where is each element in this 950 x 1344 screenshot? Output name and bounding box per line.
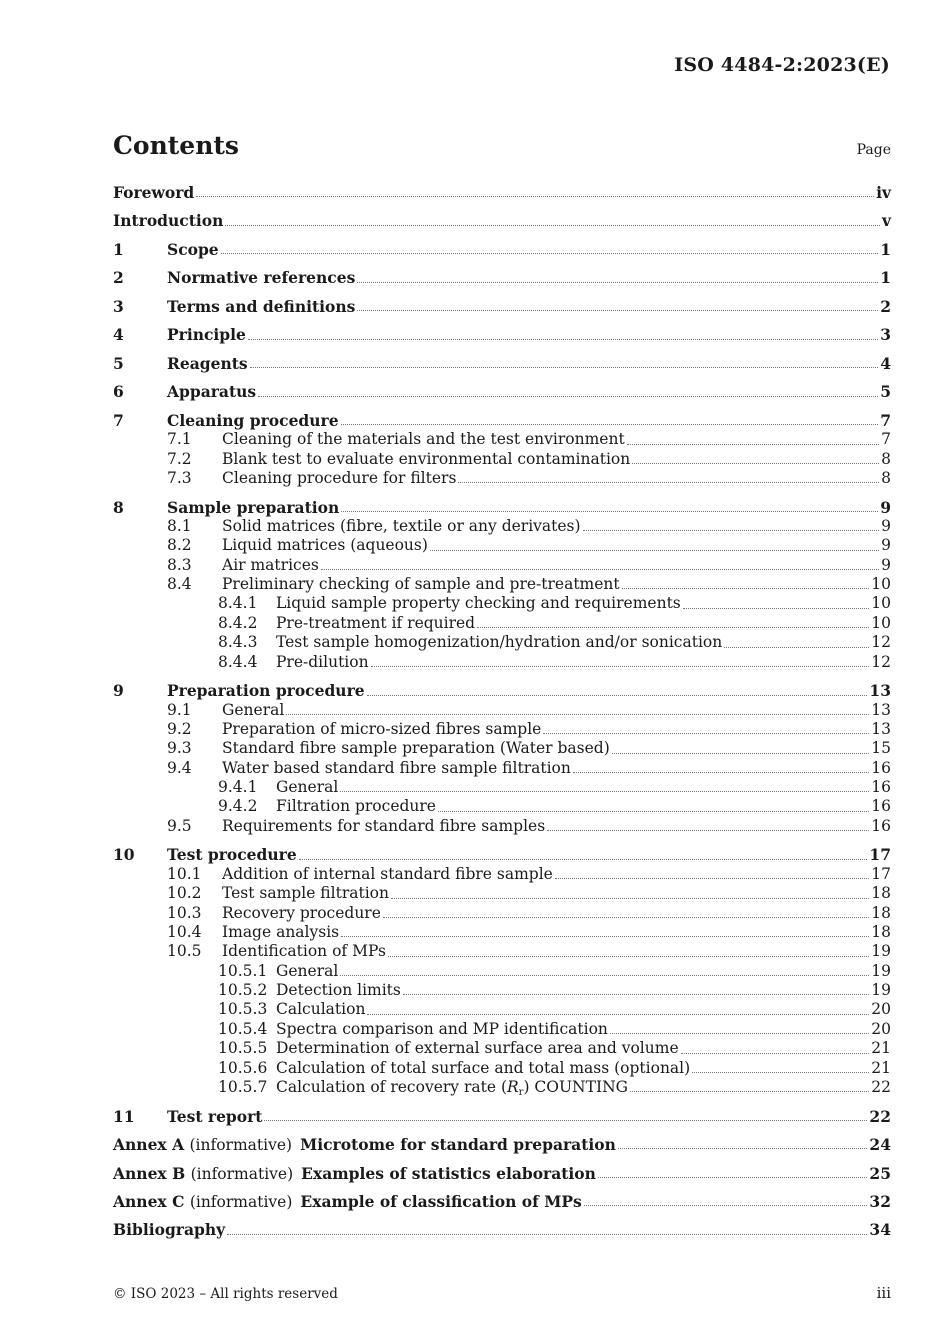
toc-entry-number: 8.4.1 [218, 594, 258, 613]
toc-entry-page: 1 [880, 268, 891, 288]
toc-entry[interactable] [113, 884, 891, 903]
toc-entry-page: 32 [869, 1191, 891, 1211]
toc-entry-title: Pre-treatment if required [276, 613, 476, 632]
table-of-contents [113, 183, 891, 1240]
toc-entry[interactable] [113, 1135, 891, 1154]
toc-entry-number: 10.5.1 [218, 961, 268, 980]
dot-leader [248, 339, 878, 340]
toc-entry-title: Liquid sample property checking and requirements [276, 594, 681, 613]
subscript: r [518, 1087, 524, 1099]
toc-entry-title: Identification of MPs [222, 942, 386, 961]
dot-leader [573, 772, 869, 773]
toc-entry-page: 22 [871, 1078, 891, 1097]
toc-entry-page: 19 [871, 961, 891, 980]
toc-entry-title: Detection limits [276, 981, 401, 1000]
toc-entry-title: Introduction [113, 211, 224, 231]
toc-entry[interactable] [113, 575, 891, 594]
dot-leader [584, 1205, 868, 1206]
toc-entry[interactable] [113, 720, 891, 739]
toc-entry[interactable] [113, 1107, 891, 1126]
toc-entry-number: 4 [113, 325, 124, 345]
toc-entry[interactable] [113, 653, 891, 672]
toc-entry-page: 16 [871, 778, 891, 797]
toc-entry-page: 24 [869, 1135, 891, 1155]
toc-entry-title: Liquid matrices (aqueous) [222, 536, 428, 555]
toc-entry-number: 10.3 [167, 903, 202, 922]
toc-entry-number: 7.1 [167, 430, 192, 449]
toc-entry-page: 9 [881, 555, 891, 574]
toc-entry-number: 8.4.3 [218, 633, 258, 652]
toc-entry[interactable] [113, 325, 891, 344]
title-part: ) COUNTING [523, 1078, 629, 1097]
annex-label [113, 1135, 292, 1154]
toc-entry-number: 5 [113, 353, 124, 373]
toc-entry-number: 10.2 [167, 884, 202, 903]
dot-leader [286, 714, 869, 715]
toc-entry[interactable] [113, 430, 891, 449]
dot-leader [458, 482, 879, 483]
toc-entry-page: 18 [871, 903, 891, 922]
toc-entry-number: 3 [113, 296, 124, 316]
toc-entry-number: 8.4 [167, 575, 192, 594]
dot-leader [612, 753, 870, 754]
toc-entry-page: 16 [871, 758, 891, 777]
toc-entry-title [113, 1164, 596, 1184]
toc-entry-number: 10.5.4 [218, 1019, 268, 1038]
toc-entry[interactable] [113, 594, 891, 613]
toc-entry-title: Test sample filtration [222, 884, 389, 903]
toc-entry[interactable] [113, 1020, 891, 1039]
dot-leader [610, 1033, 869, 1034]
toc-entry-page: 8 [881, 469, 891, 488]
toc-entry-page: 20 [871, 1019, 891, 1038]
toc-entry-number: 8 [113, 497, 124, 517]
toc-entry-title: Scope [167, 239, 219, 259]
toc-entry-page: 21 [871, 1039, 891, 1058]
toc-entry-number: 8.3 [167, 555, 192, 574]
dot-leader [299, 859, 868, 860]
toc-entry-title: Test report [167, 1106, 263, 1126]
dot-leader [430, 550, 879, 551]
toc-entry-number: 9.5 [167, 816, 192, 835]
toc-entry[interactable] [113, 517, 891, 536]
dot-leader [547, 830, 869, 831]
toc-entry-title: Recovery procedure [222, 903, 381, 922]
toc-entry-title: Preliminary checking of sample and pre-treatment [222, 575, 620, 594]
toc-entry-page: 15 [871, 739, 891, 758]
toc-entry-title: General [276, 961, 339, 980]
toc-entry[interactable] [113, 942, 891, 961]
dot-leader [632, 463, 879, 464]
toc-entry-page: 4 [880, 353, 891, 373]
toc-entry-number: 9.4 [167, 758, 192, 777]
toc-entry-title: Determination of external surface area and volume [276, 1039, 679, 1058]
toc-entry[interactable] [113, 450, 891, 469]
annex-note: (informative) [190, 1164, 294, 1183]
toc-entry-number: 10.5.7 [218, 1078, 268, 1097]
toc-entry[interactable] [113, 739, 891, 758]
toc-entry-page: 19 [871, 942, 891, 961]
toc-entry-page: 8 [881, 449, 891, 468]
toc-entry-title [113, 1192, 582, 1212]
toc-entry-title: Calculation [276, 1000, 366, 1019]
toc-entry-title: Air matrices [222, 555, 319, 574]
annex-label [113, 1192, 292, 1211]
toc-entry-page: 17 [869, 845, 891, 865]
annex-title: Microtome for standard preparation [300, 1135, 616, 1155]
dot-leader [683, 608, 870, 609]
dot-leader [622, 588, 870, 589]
toc-entry[interactable] [113, 1000, 891, 1019]
annex-title: Example of classification of MPs [300, 1191, 582, 1211]
toc-entry-title: Calculation of total surface and total mass (optional) [276, 1058, 691, 1077]
toc-entry-title: Terms and definitions [167, 296, 356, 316]
toc-entry-number: 8.1 [167, 516, 192, 535]
toc-entry-page: 16 [871, 797, 891, 816]
dot-leader [341, 936, 869, 937]
toc-entry-page: 3 [880, 325, 891, 345]
toc-entry-page: iv [876, 183, 891, 202]
dot-leader [264, 1120, 867, 1121]
dot-leader [627, 444, 879, 445]
toc-entry-title: Normative references [167, 268, 356, 288]
toc-entry[interactable] [113, 681, 891, 700]
toc-entry[interactable] [113, 183, 891, 202]
toc-entry-number: 10.5.2 [218, 981, 268, 1000]
copyright-notice: © ISO 2023 – All rights reserved [113, 1286, 338, 1302]
variable-symbol: R [507, 1078, 519, 1097]
dot-leader [258, 396, 878, 397]
dot-leader [371, 666, 870, 667]
toc-entry-title: Foreword [113, 183, 195, 202]
toc-entry[interactable] [113, 1039, 891, 1058]
toc-entry-page: 12 [871, 633, 891, 652]
toc-entry-page: 21 [871, 1058, 891, 1077]
toc-entry[interactable] [113, 469, 891, 488]
toc-entry-title: Pre-dilution [276, 652, 369, 671]
toc-entry-title: Spectra comparison and MP identification [276, 1019, 608, 1038]
toc-entry-page: 9 [881, 516, 891, 535]
toc-entry-number: 9.4.2 [218, 797, 258, 816]
dot-leader [618, 1148, 868, 1149]
dot-leader [225, 225, 880, 226]
toc-entry-title: Sample preparation [167, 497, 340, 517]
toc-entry[interactable] [113, 759, 891, 778]
dot-leader [196, 196, 874, 197]
annex-id: Annex C [113, 1191, 185, 1211]
toc-entry[interactable] [113, 536, 891, 555]
toc-entry-title: General [222, 700, 285, 719]
toc-entry-page: 25 [869, 1163, 891, 1183]
toc-entry-page: 10 [871, 575, 891, 594]
toc-entry-page: 13 [871, 700, 891, 719]
toc-entry-number: 10.5.3 [218, 1000, 268, 1019]
toc-entry-title: Solid matrices (fibre, textile or any derivates) [222, 516, 581, 535]
toc-entry-title: Standard fibre sample preparation (Water based) [222, 739, 610, 758]
toc-entry-number: 10.5.5 [218, 1039, 268, 1058]
toc-entry[interactable] [113, 1164, 891, 1183]
toc-entry-title: Cleaning procedure for filters [222, 469, 457, 488]
toc-entry-title: General [276, 778, 339, 797]
toc-entry[interactable] [113, 211, 891, 230]
toc-entry-page: 19 [871, 981, 891, 1000]
toc-entry-title: Test procedure [167, 845, 297, 865]
toc-entry-number: 9.1 [167, 700, 192, 719]
toc-entry[interactable] [113, 1220, 891, 1239]
toc-entry-page: 9 [881, 536, 891, 555]
toc-entry[interactable] [113, 962, 891, 981]
dot-leader [341, 424, 879, 425]
toc-entry-number: 10.5.6 [218, 1058, 268, 1077]
dot-leader [403, 994, 869, 995]
toc-entry[interactable] [113, 1192, 891, 1211]
toc-entry-page: 12 [871, 652, 891, 671]
toc-entry[interactable] [113, 904, 891, 923]
toc-entry-title: Principle [167, 325, 246, 345]
toc-entry-page: 18 [871, 922, 891, 941]
toc-entry[interactable] [113, 923, 891, 942]
page-column-label: Page [856, 142, 891, 158]
toc-entry[interactable] [113, 1059, 891, 1078]
toc-entry-number: 8.4.4 [218, 652, 258, 671]
toc-entry-page: 34 [869, 1220, 891, 1240]
toc-entry[interactable] [113, 778, 891, 797]
toc-entry-number: 8.4.2 [218, 613, 258, 632]
toc-entry-number: 10 [113, 845, 135, 865]
toc-entry[interactable] [113, 701, 891, 720]
dot-leader [724, 647, 869, 648]
dot-leader [598, 1177, 868, 1178]
toc-entry-number: 9.2 [167, 719, 192, 738]
dot-leader [250, 367, 879, 368]
dot-leader [227, 1234, 867, 1235]
annex-note: (informative) [189, 1136, 293, 1155]
page-number: iii [876, 1284, 891, 1302]
toc-entry-title: Cleaning procedure [167, 410, 339, 430]
toc-entry-number: 2 [113, 268, 124, 288]
toc-entry-page: 7 [880, 410, 891, 430]
dot-leader [340, 975, 869, 976]
toc-entry-page: 9 [880, 497, 891, 517]
toc-entry-number: 11 [113, 1106, 135, 1126]
toc-entry-page: 1 [880, 239, 891, 259]
toc-entry-page: 13 [869, 681, 891, 701]
toc-entry-page: 17 [871, 864, 891, 883]
toc-entry[interactable] [113, 633, 891, 652]
toc-entry-page: 10 [871, 594, 891, 613]
dot-leader [630, 1091, 869, 1092]
dot-leader [321, 569, 879, 570]
dot-leader [340, 791, 869, 792]
toc-entry-page: 2 [880, 296, 891, 316]
dot-leader [383, 917, 869, 918]
toc-entry[interactable] [113, 865, 891, 884]
toc-entry-page: 13 [871, 719, 891, 738]
toc-entry[interactable] [113, 797, 891, 816]
toc-entry-title [113, 1135, 616, 1155]
toc-entry-title: Apparatus [167, 382, 257, 402]
toc-entry-number: 7.3 [167, 469, 192, 488]
toc-entry-page: 10 [871, 613, 891, 632]
dot-leader [391, 898, 869, 899]
toc-entry-number: 9.4.1 [218, 778, 258, 797]
dot-leader [438, 811, 869, 812]
dot-leader [357, 310, 878, 311]
document-identifier: ISO 4484-2:2023(E) [674, 54, 890, 76]
toc-entry-number: 10.5 [167, 942, 202, 961]
annex-note: (informative) [189, 1192, 293, 1211]
dot-leader [357, 282, 878, 283]
annex-id: Annex A [113, 1135, 185, 1155]
toc-entry-title: Bibliography [113, 1220, 226, 1240]
toc-entry-title: Filtration procedure [276, 797, 436, 816]
contents-heading: Contents [113, 131, 240, 160]
toc-entry-page: 22 [869, 1106, 891, 1126]
dot-leader [341, 511, 878, 512]
toc-entry-page: 16 [871, 816, 891, 835]
toc-entry-title: Water based standard fibre sample filtration [222, 758, 571, 777]
toc-entry-number: 10.1 [167, 864, 202, 883]
toc-entry[interactable] [113, 297, 891, 316]
toc-entry[interactable] [113, 354, 891, 373]
toc-entry-title: Preparation procedure [167, 681, 365, 701]
toc-entry[interactable] [113, 240, 891, 259]
toc-entry[interactable] [113, 817, 891, 836]
toc-entry-title: Image analysis [222, 922, 340, 941]
toc-entry-page: 7 [881, 430, 891, 449]
toc-entry-title: Cleaning of the materials and the test environment [222, 430, 625, 449]
dot-leader [477, 627, 869, 628]
toc-entry-page: 20 [871, 1000, 891, 1019]
toc-entry-number: 9 [113, 681, 124, 701]
dot-leader [543, 733, 869, 734]
toc-entry-title: Reagents [167, 353, 248, 373]
toc-entry[interactable] [113, 1078, 891, 1097]
toc-entry[interactable] [113, 268, 891, 287]
annex-title: Examples of statistics elaboration [301, 1163, 596, 1183]
toc-entry-title: Preparation of micro-sized fibres sample [222, 719, 542, 738]
toc-entry[interactable] [113, 498, 891, 517]
toc-entry-number: 6 [113, 382, 124, 402]
toc-entry[interactable] [113, 382, 891, 401]
toc-entry-number: 7 [113, 410, 124, 430]
dot-leader [367, 1014, 869, 1015]
toc-entry-number: 1 [113, 239, 124, 259]
toc-entry-number: 9.3 [167, 739, 192, 758]
toc-entry-page: 18 [871, 884, 891, 903]
toc-entry[interactable] [113, 981, 891, 1000]
dot-leader [583, 530, 880, 531]
toc-entry-number: 8.2 [167, 536, 192, 555]
title-part: Calculation of recovery rate ( [276, 1078, 507, 1097]
toc-entry-number: 7.2 [167, 449, 192, 468]
toc-entry-page: 5 [880, 382, 891, 402]
toc-entry[interactable] [113, 556, 891, 575]
annex-id: Annex B [113, 1163, 186, 1183]
dot-leader [692, 1072, 869, 1073]
dot-leader [555, 878, 869, 879]
toc-entry-page: v [881, 211, 891, 231]
dot-leader [388, 956, 869, 957]
toc-entry-number: 10.4 [167, 922, 202, 941]
dot-leader [681, 1053, 870, 1054]
toc-entry-title: Requirements for standard fibre samples [222, 816, 546, 835]
toc-entry-title: Test sample homogenization/hydration and/or sonication [276, 633, 723, 652]
dot-leader [221, 253, 879, 254]
toc-entry-title: Blank test to evaluate environmental contamination [222, 449, 631, 468]
toc-entry[interactable] [113, 614, 891, 633]
toc-entry-title: Addition of internal standard fibre sample [222, 864, 553, 883]
toc-entry[interactable] [113, 845, 891, 864]
toc-entry-title [276, 1078, 628, 1102]
toc-entry[interactable] [113, 411, 891, 430]
annex-label [113, 1164, 293, 1183]
dot-leader [367, 695, 868, 696]
